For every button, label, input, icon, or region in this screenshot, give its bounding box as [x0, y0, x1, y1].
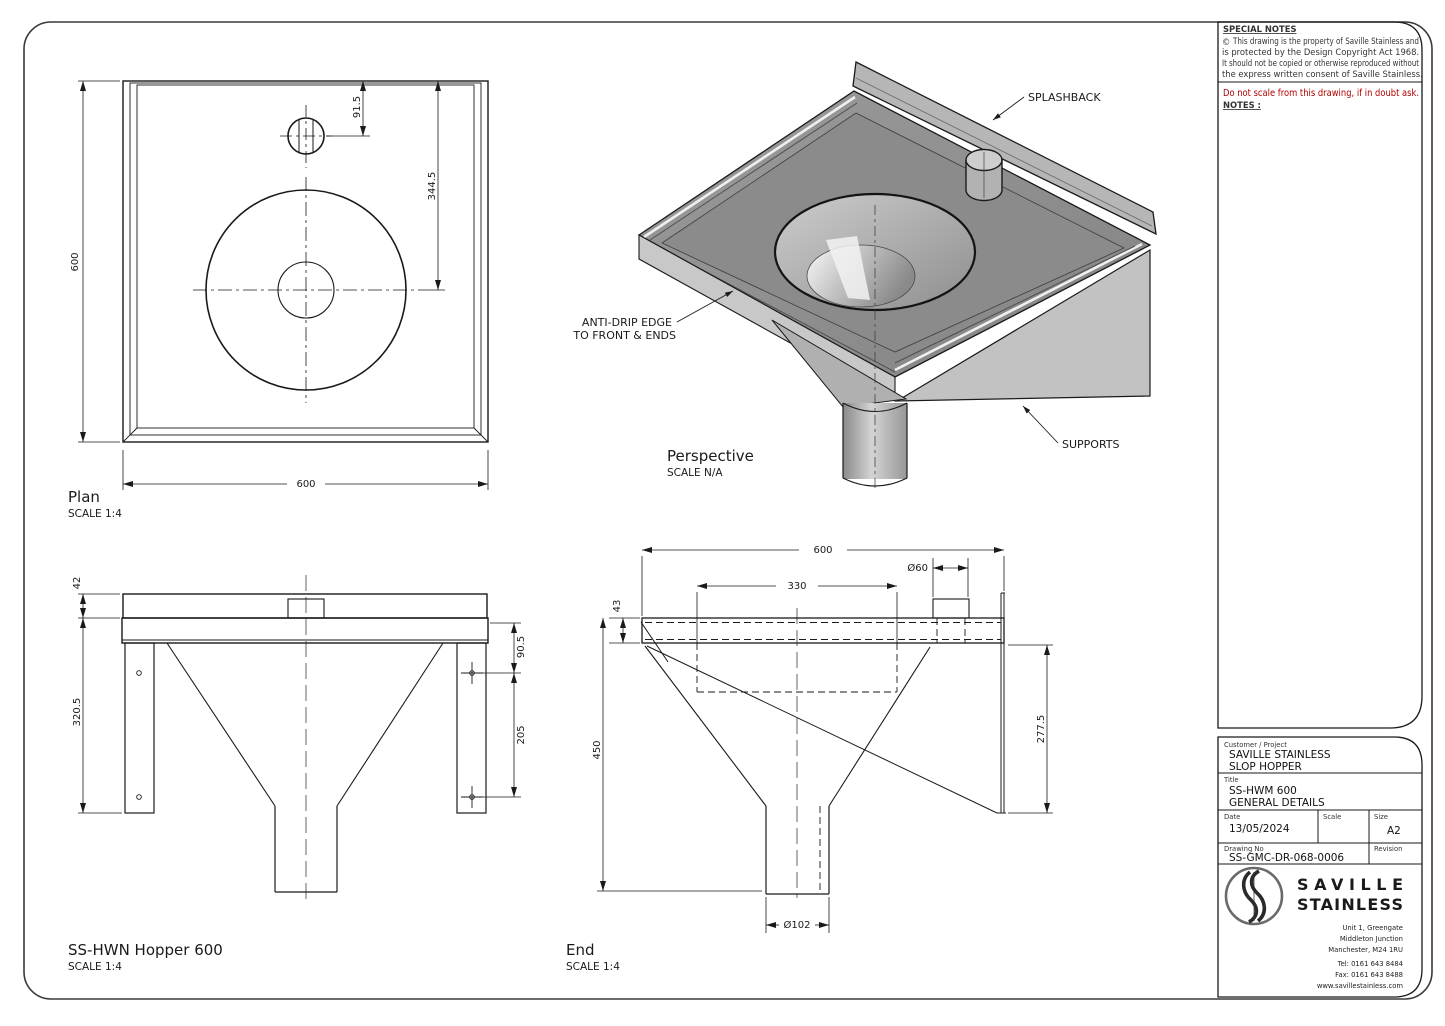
company-web: www.savillestainless.com — [1316, 982, 1403, 990]
company-address3: Manchester, M24 1RU — [1328, 946, 1403, 954]
end-view-scale: SCALE 1:4 — [566, 961, 620, 973]
title-line2: GENERAL DETAILS — [1229, 797, 1325, 809]
customer-line1: SAVILLE STAINLESS — [1229, 749, 1331, 761]
title-label: Title — [1224, 776, 1239, 784]
notes-label: NOTES : — [1223, 100, 1261, 110]
plan-dim-width: 600 — [296, 479, 316, 490]
drawing-no-value: SS-GMC-DR-068-0006 — [1229, 852, 1345, 864]
end-body — [641, 593, 1006, 894]
front-view-label: SS-HWN Hopper 600 — [68, 941, 223, 959]
special-notes-line1: This drawing is the property of Saville Stainless and — [1232, 36, 1419, 46]
end-dimensions — [597, 550, 1053, 933]
plan-view-scale: SCALE 1:4 — [68, 508, 122, 520]
special-notes-line4: the express written consent of Saville Stainless. — [1222, 69, 1423, 79]
size-label: Size — [1374, 813, 1388, 821]
end-dim-support-height: 277.5 — [1036, 714, 1047, 744]
do-not-scale-warning: Do not scale from this drawing, if in doubt ask. — [1223, 88, 1419, 99]
perspective-tap-boss — [966, 150, 1002, 201]
company-logo-icon — [1226, 868, 1282, 924]
front-view — [68, 575, 527, 973]
callout-antidrip-line1: ANTI-DRIP EDGE — [581, 316, 672, 329]
plan-dim-height: 600 — [70, 252, 81, 272]
company-block — [1226, 868, 1403, 990]
copyright-icon: © — [1222, 37, 1231, 47]
company-name-line1: SAVILLE — [1297, 875, 1403, 894]
end-hidden-lines — [645, 618, 1001, 894]
perspective-view-scale: SCALE N/A — [667, 467, 723, 479]
plan-view-label: Plan — [68, 488, 100, 506]
callout-splashback: SPLASHBACK — [1028, 91, 1101, 104]
end-dim-bowl-width: 330 — [787, 581, 807, 592]
sheet-border — [24, 22, 1432, 999]
end-view-label: End — [566, 941, 595, 959]
front-holes — [137, 662, 483, 808]
front-body — [122, 594, 488, 892]
front-view-scale: SCALE 1:4 — [68, 961, 122, 973]
date-value: 13/05/2024 — [1229, 823, 1290, 835]
special-notes-line2: is protected by the Design Copyright Act 1968. — [1222, 47, 1420, 57]
callout-antidrip-line2: TO FRONT & ENDS — [573, 329, 676, 342]
perspective-view — [572, 62, 1156, 492]
customer-line2: SLOP HOPPER — [1229, 761, 1302, 773]
front-dimensions — [78, 594, 521, 813]
plan-bowl — [193, 177, 419, 403]
plan-view — [68, 81, 488, 520]
special-notes-line3: It should not be copied or otherwise reproduced without — [1222, 58, 1420, 68]
company-name-line2: STAINLESS — [1297, 895, 1403, 914]
date-label: Date — [1224, 813, 1241, 821]
front-dim-hole-spacing: 205 — [516, 725, 527, 745]
company-tel: Tel: 0161 643 8484 — [1337, 960, 1403, 968]
callout-supports: SUPPORTS — [1062, 438, 1120, 451]
revision-label: Revision — [1374, 845, 1403, 853]
drawing-no-label: Drawing No — [1224, 845, 1264, 853]
title-line1: SS-HWM 600 — [1229, 785, 1297, 797]
front-dim-body: 320.5 — [72, 697, 83, 727]
front-dim-hole-top: 90.5 — [516, 635, 527, 659]
end-dim-width: 600 — [813, 545, 833, 556]
special-notes-box — [1218, 22, 1423, 728]
end-dim-rim-height: 43 — [612, 599, 623, 613]
end-view — [566, 545, 1053, 973]
plan-dim-bowl-offset: 344.5 — [427, 171, 438, 201]
customer-label: Customer / Project — [1224, 741, 1287, 749]
company-address1: Unit 1, Greengate — [1342, 924, 1403, 932]
perspective-view-label: Perspective — [667, 447, 754, 465]
plan-dimensions — [78, 81, 488, 490]
size-value: A2 — [1387, 825, 1401, 837]
end-dim-outlet-dia: Ø102 — [783, 920, 811, 931]
plan-dim-tap-offset: 91.5 — [352, 95, 363, 119]
company-fax: Fax: 0161 643 8488 — [1335, 971, 1403, 979]
company-address2: Middleton Junction — [1339, 935, 1403, 943]
plan-tap-hole — [280, 105, 332, 168]
scale-label: Scale — [1323, 813, 1342, 821]
special-notes-title: SPECIAL NOTES — [1223, 24, 1297, 34]
end-dim-total-height: 450 — [592, 740, 603, 760]
front-dim-splashback: 42 — [72, 576, 83, 590]
title-block — [1218, 737, 1422, 997]
end-dim-tap-dia: Ø60 — [907, 563, 928, 574]
